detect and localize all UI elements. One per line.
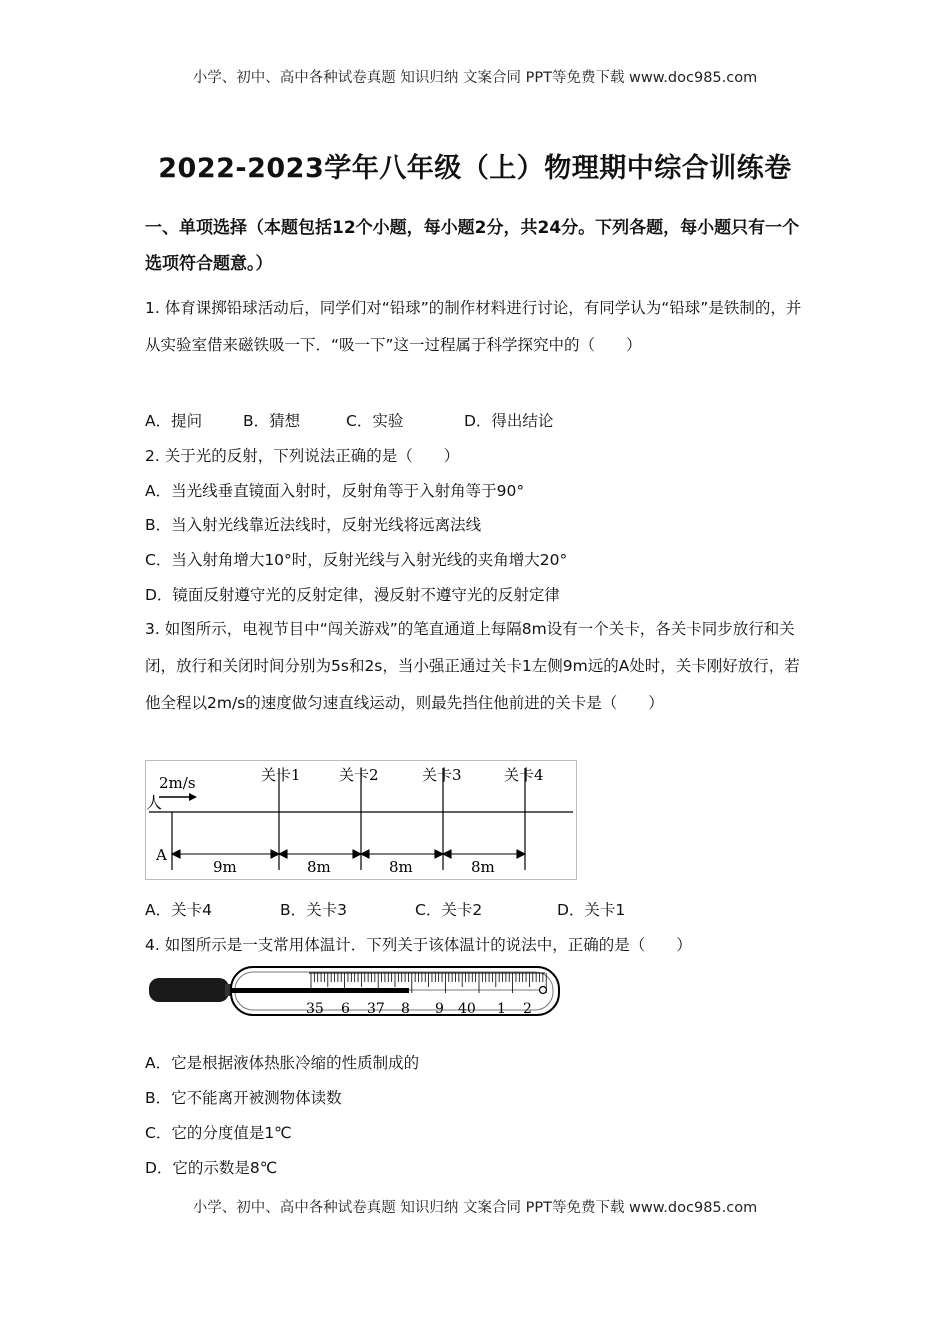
- scale-label-35: 35: [306, 1001, 324, 1017]
- q3-option-b[interactable]: B．关卡3: [280, 901, 347, 919]
- gate-4-label: 关卡4: [504, 766, 544, 784]
- q2-option-c[interactable]: C．当入射角增大10°时，反射光线与入射光线的夹角增大20°: [145, 551, 568, 569]
- gate-2-label: 关卡2: [339, 766, 379, 784]
- q4-option-b[interactable]: B．它不能离开被测物体读数: [145, 1089, 342, 1107]
- scale-label-40: 40: [458, 1001, 476, 1017]
- thermometer-figure: [145, 963, 565, 1019]
- dist-3-label: 8m: [389, 858, 413, 876]
- scale-label-42: 2: [523, 1001, 532, 1017]
- q2-option-d[interactable]: D．镜面反射遵守光的反射定律，漫反射不遵守光的反射定律: [145, 586, 560, 604]
- q3-stem: 3. 如图所示，电视节目中“闯关游戏”的笔直通道上每隔8m设有一个关卡，各关卡同步放行和关闭，放行和关闭时间分别为5s和2s，当小强正通过关卡1左侧9m远的A处时，关卡刚好放行，若他全程以2m/s的速度做匀速直线运动，则最先挡住他前进的关卡是（ ）: [145, 620, 800, 712]
- person-label: 人: [146, 793, 163, 812]
- scale-label-36: 6: [341, 1001, 350, 1017]
- q4-stem: 4. 如图所示是一支常用体温计．下列关于该体温计的说法中，正确的是（ ）: [145, 936, 692, 954]
- speed-label: 2m/s: [159, 774, 196, 792]
- q4-option-a[interactable]: A．它是根据液体热胀冷缩的性质制成的: [145, 1054, 420, 1072]
- header-banner: 小学、初中、高中各种试卷真题 知识归纳 文案合同 PPT等免费下载 www.doc985.com: [192, 70, 758, 86]
- footer-banner: 小学、初中、高中各种试卷真题 知识归纳 文案合同 PPT等免费下载 www.doc985.com: [192, 1200, 758, 1216]
- q1-option-c[interactable]: C．实验: [346, 412, 404, 430]
- scale-label-41: 1: [497, 1001, 506, 1017]
- q1-option-d[interactable]: D．得出结论: [464, 412, 554, 430]
- gate-3-label: 关卡3: [422, 766, 462, 784]
- q2-option-b[interactable]: B．当入射光线靠近法线时，反射光线将远离法线: [145, 516, 482, 534]
- q1-option-b[interactable]: B．猜想: [243, 412, 301, 430]
- scale-label-39: 9: [435, 1001, 444, 1017]
- thermometer-bulb: [149, 978, 229, 1002]
- dist-1-label: 9m: [213, 858, 237, 876]
- q4-option-c[interactable]: C．它的分度值是1℃: [145, 1124, 292, 1142]
- gate-1-label: 关卡1: [261, 766, 301, 784]
- gate-diagram: [145, 760, 577, 880]
- q1-options: [145, 409, 810, 431]
- q4-option-d[interactable]: D．它的示数是8℃: [145, 1159, 278, 1177]
- scale-label-37: 37: [367, 1001, 385, 1017]
- mercury-column: [231, 988, 409, 993]
- dist-2-label: 8m: [307, 858, 331, 876]
- q3-options: [145, 898, 810, 920]
- page-title: 2022-2023学年八年级（上）物理期中综合训练卷: [158, 153, 792, 184]
- dist-4-label: 8m: [471, 858, 495, 876]
- q2-option-a[interactable]: A．当光线垂直镜面入射时，反射角等于入射角等于90°: [145, 482, 525, 500]
- section-heading: 一、单项选择（本题包括12个小题，每小题2分，共24分。下列各题，每小题只有一个选项符合题意。）: [145, 218, 800, 274]
- point-a-label: A: [156, 846, 167, 864]
- q1-option-a[interactable]: A．提问: [145, 412, 203, 430]
- q3-option-c[interactable]: C．关卡2: [415, 901, 483, 919]
- scale-label-38: 8: [401, 1001, 410, 1017]
- q1-stem: 1. 体育课掷铅球活动后，同学们对“铅球”的制作材料进行讨论，有同学认为“铅球”是铁制的，并从实验室借来磁铁吸一下．“吸一下”这一过程属于科学探究中的（ ）: [145, 299, 802, 354]
- q3-option-d[interactable]: D．关卡1: [557, 901, 626, 919]
- q2-stem: 2. 关于光的反射，下列说法正确的是（ ）: [145, 447, 460, 465]
- q3-option-a[interactable]: A．关卡4: [145, 901, 212, 919]
